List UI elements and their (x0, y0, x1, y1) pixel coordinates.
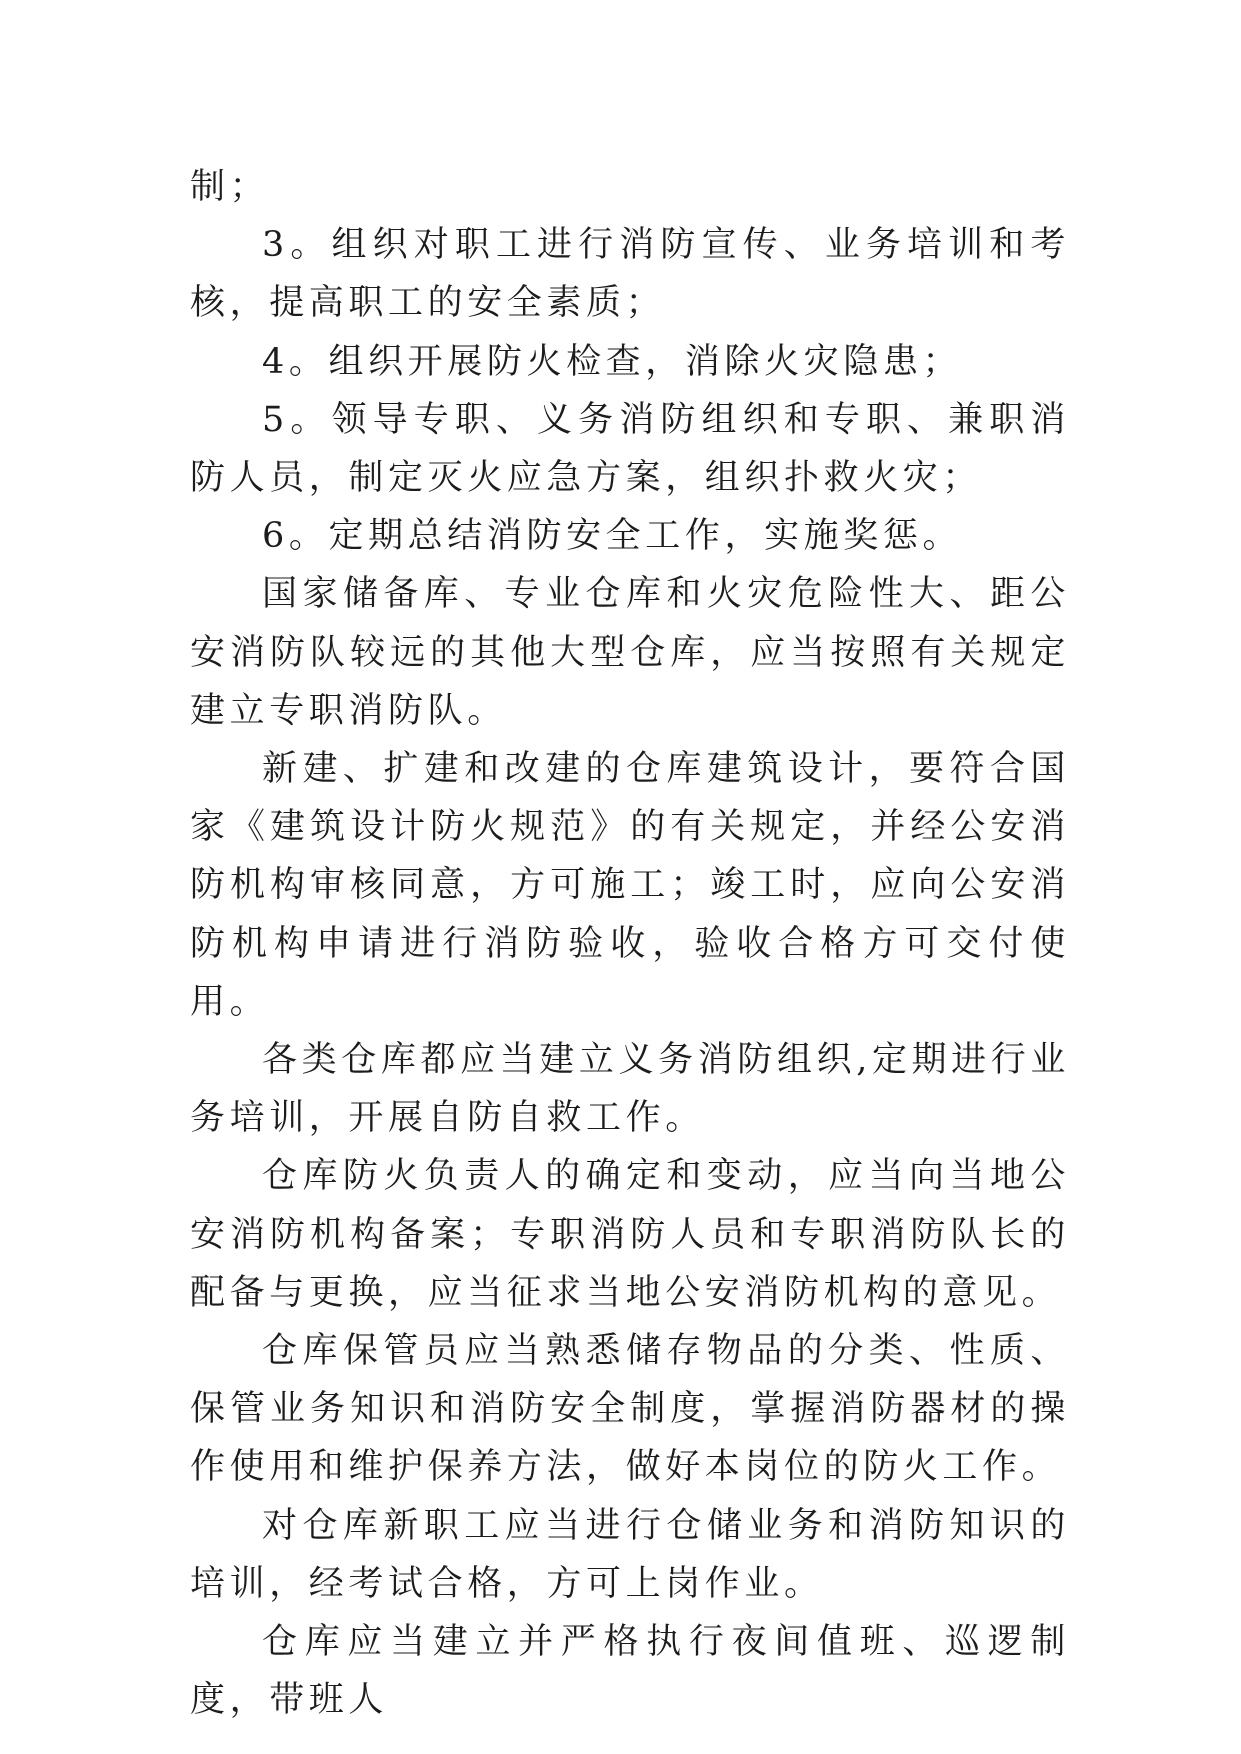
paragraph-4: 5。领导专职、义务消防组织和专职、兼职消防人员，制定灭火应急方案，组织扑救火灾； (190, 399, 1070, 499)
paragraph-8: 各类仓库都应当建立义务消防组织,定期进行业务培训，开展自防自救工作。 (190, 1040, 1070, 1139)
paragraph-9: 仓库防火负责人的确定和变动，应当向当地公安消防机构备案；专职消防人员和专职消防队长的配备与更换，应当征求当地公安消防机构的意见。 (190, 1156, 1070, 1313)
paragraph-3: 4。组织开展防火检查，消除火灾隐患； (262, 341, 963, 382)
paragraph-12: 仓库应当建立并严格执行夜间值班、巡逻制度，带班人 (190, 1622, 1070, 1721)
paragraph-2: 3。组织对职工进行消防宣传、业务培训和考核，提高职工的安全素质； (190, 225, 1070, 324)
paragraph-7: 新建、扩建和改建的仓库建筑设计，要符合国家《建筑设计防火规范》的有关规定，并经公安消防机构审核同意，方可施工；竣工时，应向公安消防机构申请进行消防验收，验收合格方可交付使用。 (190, 749, 1070, 1022)
paragraph-1: 制； (190, 167, 270, 207)
paragraph-10: 仓库保管员应当熟悉储存物品的分类、性质、保管业务知识和消防安全制度，掌握消防器材的操作使用和维护保养方法，做好本岗位的防火工作。 (190, 1331, 1070, 1488)
paragraph-5: 6。定期总结消防安全工作，实施奖惩。 (262, 516, 963, 557)
paragraph-11: 对仓库新职工应当进行仓储业务和消防知识的培训，经考试合格，方可上岗作业。 (190, 1505, 1070, 1604)
paragraph-6: 国家储备库、专业仓库和火灾危险性大、距公安消防队较远的其他大型仓库，应当按照有关规定建立专职消防队。 (190, 574, 1070, 731)
document-body (190, 158, 1070, 1729)
